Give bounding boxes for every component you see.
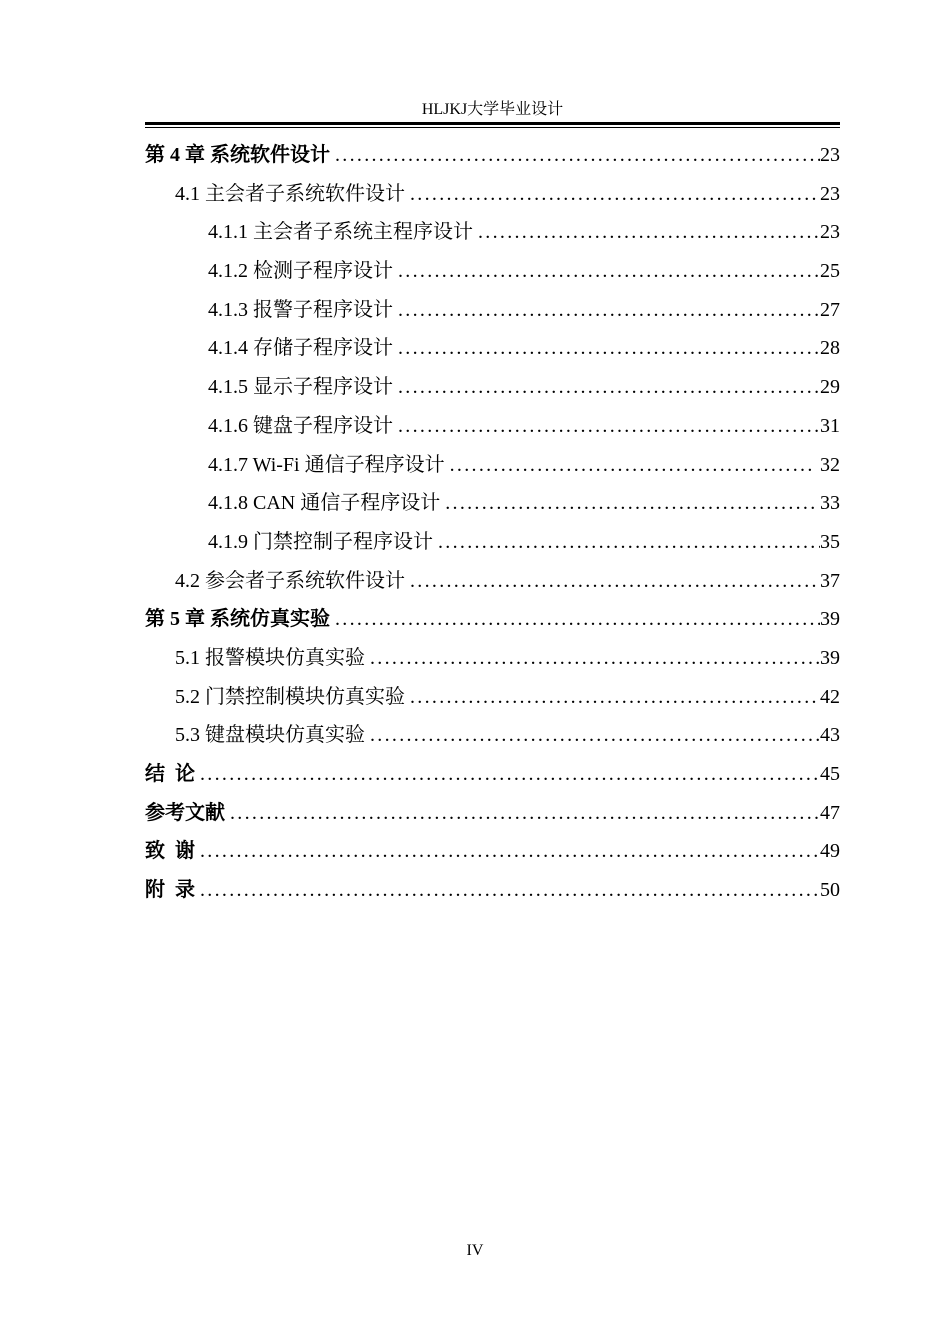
toc-entry-page: 43 <box>820 724 840 747</box>
toc-entry[interactable] <box>145 329 840 368</box>
toc-entry-label: 5.3 键盘模块仿真实验 <box>175 724 365 747</box>
toc-entry-label: 附 录 <box>145 879 195 902</box>
toc-entry-page: 45 <box>820 763 840 785</box>
toc-entry-label: 第 5 章 系统仿真实验 <box>145 608 330 631</box>
toc-entry-page: 35 <box>820 530 840 553</box>
toc-dot-leader <box>393 329 820 368</box>
toc-entry-page: 28 <box>820 337 840 360</box>
toc-dot-leader <box>445 446 815 485</box>
toc-dot-leader <box>225 794 820 833</box>
toc-entry-page: 27 <box>820 298 840 321</box>
toc-entry-label: 参考文献 <box>145 801 225 824</box>
toc-entry-page: 23 <box>820 144 840 166</box>
toc-entry-page: 37 <box>820 569 840 592</box>
toc-entry-label: 4.1.8 CAN 通信子程序设计 <box>208 492 441 515</box>
toc-entry[interactable] <box>145 213 840 252</box>
toc-dot-leader <box>405 562 820 601</box>
page-footer <box>0 1242 950 1260</box>
toc-entry[interactable] <box>145 600 840 639</box>
toc-entry[interactable] <box>145 484 840 523</box>
toc-entry-page: 50 <box>820 879 840 902</box>
toc-entry[interactable] <box>145 252 840 291</box>
toc-entry[interactable] <box>145 871 840 910</box>
toc-entry-page: 47 <box>820 801 840 824</box>
toc-entry-page: 23 <box>820 182 840 205</box>
toc-entry[interactable] <box>145 639 840 678</box>
toc-entry-page: 33 <box>815 492 840 515</box>
toc-entry[interactable] <box>145 407 840 446</box>
page-number: IV <box>466 1242 484 1259</box>
toc-entry-page: 25 <box>820 260 840 283</box>
toc-entry-label: 4.1.4 存储子程序设计 <box>208 337 393 360</box>
toc-entry-page: 31 <box>820 414 840 437</box>
toc-dot-leader <box>405 678 820 717</box>
toc-entry[interactable] <box>145 562 840 601</box>
toc-entry-label: 4.1.1 主会者子系统主程序设计 <box>208 221 473 244</box>
toc-entry[interactable] <box>145 716 840 755</box>
toc-dot-leader <box>195 832 820 871</box>
toc-dot-leader <box>405 175 820 214</box>
toc-dot-leader <box>330 136 820 175</box>
toc-dot-leader <box>433 523 820 562</box>
toc-entry[interactable] <box>145 755 840 794</box>
toc-entry[interactable] <box>145 368 840 407</box>
page-header <box>145 101 840 128</box>
toc-entry[interactable] <box>145 832 840 871</box>
header-title: HLJKJ大学毕业设计 <box>421 101 564 118</box>
toc-entry-label: 5.1 报警模块仿真实验 <box>175 646 365 669</box>
toc-dot-leader <box>393 252 820 291</box>
toc-entry-label: 5.2 门禁控制模块仿真实验 <box>175 685 405 708</box>
toc-entry-label: 4.1.3 报警子程序设计 <box>208 298 393 321</box>
toc-entry-label: 4.1.5 显示子程序设计 <box>208 376 393 399</box>
toc-entry[interactable] <box>145 446 840 485</box>
toc-dot-leader <box>393 407 820 446</box>
toc-entry-page: 39 <box>820 608 840 631</box>
toc-entry[interactable] <box>145 523 840 562</box>
header-rule <box>145 122 840 128</box>
toc-dot-leader <box>440 484 815 523</box>
toc-dot-leader <box>365 639 820 678</box>
toc-dot-leader <box>393 368 820 407</box>
toc-entry-label: 结 论 <box>145 763 195 785</box>
toc-entry[interactable] <box>145 678 840 717</box>
toc-list <box>145 136 840 910</box>
toc-entry-page: 49 <box>820 840 840 863</box>
toc-dot-leader <box>330 600 820 639</box>
toc-dot-leader <box>393 291 820 330</box>
toc-entry-label: 4.1.2 检测子程序设计 <box>208 260 393 283</box>
toc-entry-label: 致 谢 <box>145 840 195 863</box>
toc-dot-leader <box>195 871 820 910</box>
toc-entry-page: 39 <box>820 646 840 669</box>
toc-entry-label: 4.2 参会者子系统软件设计 <box>175 569 405 592</box>
toc-entry-page: 42 <box>820 685 840 708</box>
toc-entry-label: 4.1.7 Wi-Fi 通信子程序设计 <box>208 453 445 476</box>
toc-dot-leader <box>473 213 820 252</box>
toc-entry-label: 4.1 主会者子系统软件设计 <box>175 182 405 205</box>
toc-entry[interactable] <box>145 175 840 214</box>
toc-entry-label: 4.1.6 键盘子程序设计 <box>208 414 393 437</box>
toc-entry-page: 29 <box>820 376 840 399</box>
toc-entry-label: 4.1.9 门禁控制子程序设计 <box>208 530 433 553</box>
toc-dot-leader <box>365 716 820 755</box>
toc-entry-page: 32 <box>815 453 840 476</box>
toc-entry-label: 第 4 章 系统软件设计 <box>145 144 330 166</box>
toc-entry[interactable] <box>145 291 840 330</box>
toc-entry-page: 23 <box>820 221 840 244</box>
toc-entry[interactable] <box>145 794 840 833</box>
toc-entry[interactable] <box>145 136 840 175</box>
toc-dot-leader <box>195 755 820 794</box>
